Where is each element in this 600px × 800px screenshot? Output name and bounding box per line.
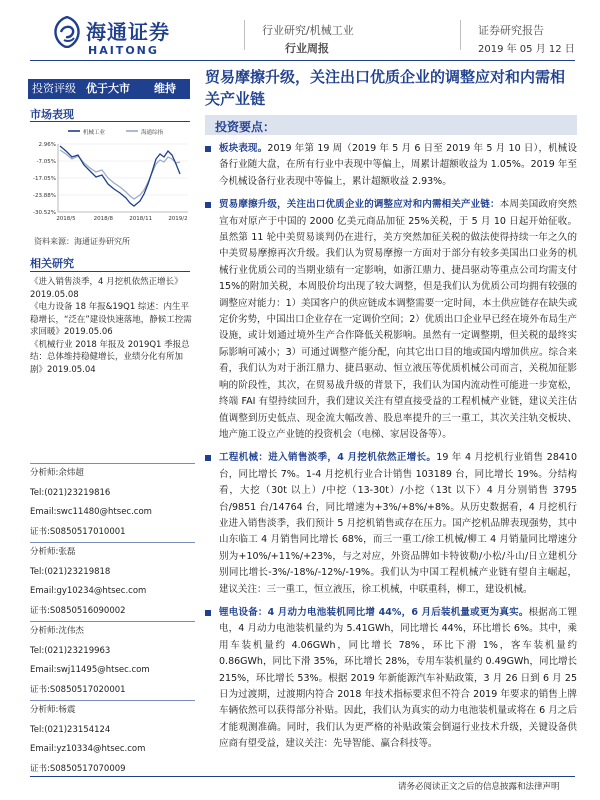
footer-rule <box>30 776 575 777</box>
analyst-email[interactable]: Email:swc11480@htsec.com <box>30 507 152 517</box>
chart-source: 资料来源：海通证券研究所 <box>34 237 130 246</box>
analyst-name: 分析师:余炜超 <box>30 468 84 478</box>
header-rule <box>30 60 575 61</box>
logo-text-cn: 海通证券 <box>86 20 170 44</box>
analyst-tel: Tel:(021)23219816 <box>30 487 111 498</box>
analyst-name: 分析师:沈伟杰 <box>30 626 84 636</box>
chart-y-axis <box>33 142 56 216</box>
key-point-text: 根据高工锂电，4 月动力电池装机量约为 5.41GWh，同比增长 44%，环比增长 6%。其中，乘用车装机量约 4.06GWh，同比增长 78%，环比下滑 1%，客车装机量约 0.86GWh，同比下滑 35%，环比增长 28%，专用车装机量约 0.49GWh，同比增长 215%，环比增长 53%。根据 2019 年新能源汽车补贴政策，3 月 26 日到 6 月 25 日为过渡期，过渡期内符合 2018 年技术指标要求但不符合 2019 年要求的销售上牌车辆依然可以获得部分补贴。因此，我们认为真实的动力电池装机量或将在 6 月之后才能观测准确。同时，我们认为更严格的补贴政策会倒逼行业技术升级，关键设备供应商有望受益，建议关注：先导智能、赢合科技等。 <box>219 606 577 750</box>
key-points-body <box>205 141 577 760</box>
analyst-tel: Tel:(021)23219963 <box>30 645 111 656</box>
x-tick-label: 2019/2 <box>168 216 188 222</box>
analyst-card <box>30 700 195 779</box>
x-tick-label: 2018/8 <box>93 216 114 222</box>
analyst-cert: 证书:S0850516090002 <box>30 605 126 616</box>
analyst-cert: 证书:S0850517070009 <box>30 763 126 774</box>
disclaimer-footer: 请务必阅读正文之后的信息披露和法律声明 <box>398 782 560 792</box>
y-tick-label: -7.05% <box>36 159 56 165</box>
key-point-heading: 工程机械：进入销售淡季，4 月挖机依然正增长。 <box>219 452 437 464</box>
key-point-paragraph <box>205 605 577 753</box>
related-research-title: 相关研究 <box>30 257 74 270</box>
bullet-square-icon <box>205 146 211 152</box>
key-point-paragraph <box>205 450 577 598</box>
industry-category: 行业研究/机械工业 <box>262 24 354 37</box>
analyst-name: 分析师:张磊 <box>30 547 76 557</box>
bullet-square-icon <box>205 610 211 616</box>
series-line-index <box>60 150 180 199</box>
chart-legend <box>68 128 164 136</box>
analyst-divider <box>30 700 195 701</box>
analyst-email[interactable]: Email:gy10234@htsec.com <box>30 586 147 596</box>
analyst-divider <box>30 621 195 622</box>
x-tick-label: 2018/11 <box>129 216 153 222</box>
series-line-machinery <box>60 146 180 206</box>
y-tick-label: -23.88% <box>33 193 56 199</box>
bullet-square-icon <box>205 202 211 208</box>
analyst-cert: 证书:S0850517020001 <box>30 684 126 695</box>
related-item[interactable]: 《机械行业 2018 年报及 2019Q1 季报总结：总体维持稳健增长，业绩分化有所加剧》2019.05.04 <box>30 339 190 375</box>
chart-grid <box>58 144 188 212</box>
analyst-cert: 证书:S0850517010001 <box>30 526 126 537</box>
analyst-email[interactable]: Email:yz10334@htsec.com <box>30 744 146 754</box>
y-tick-label: -17.05% <box>33 176 56 182</box>
analyst-divider <box>30 542 195 543</box>
y-tick-label: -30.52% <box>33 210 56 216</box>
key-point-text: 2019 年第 19 周（2019 年 5 月 6 日至 2019 年 5 月 10 日），机械设备行业随大盘，在所有行业中表现中等偏上，周累计超额收益为 1.05%。2019 年至今机械设备行业表现中等偏上，累计超额收益 2.93%。 <box>219 143 577 187</box>
legend-label: 海通综指 <box>141 130 164 136</box>
rating-label: 投资评级 <box>32 82 76 95</box>
report-kind-label: 证券研究报告 <box>478 24 544 37</box>
market-performance-chart <box>30 126 192 226</box>
report-title: 贸易摩擦升级，关注出口优质企业的调整应对和内需相关产业链 <box>205 68 566 108</box>
analyst-tel: Tel:(021)23154124 <box>30 724 111 735</box>
analyst-card <box>30 621 195 700</box>
analyst-card <box>30 542 195 621</box>
key-point-heading: 贸易摩擦升级，关注出口优质企业的调整应对和内需相关产业链： <box>219 199 500 211</box>
analyst-divider <box>30 463 195 464</box>
rating-status: 维持 <box>154 82 176 95</box>
bullet-square-icon <box>205 455 211 461</box>
related-item[interactable]: 《电力设备 18 年报&19Q1 综述：内生平稳增长，“泛在”建设快速落地，静候工控需求回暖》2019.05.06 <box>30 302 192 337</box>
rating-bar <box>28 79 190 99</box>
key-points-title: 投资要点： <box>215 120 276 134</box>
report-date: 2019 年 05 月 12 日 <box>478 44 575 55</box>
key-point-heading: 板块表现。 <box>219 143 268 154</box>
header-divider <box>460 20 461 50</box>
key-point-text: 19 年 4 月挖机行业销售 28410 台，同比增长 7%。1-4 月挖机行业合计销售 103189 台，同比增长 19%。分结构看，大挖（30t 以上）/中挖（13-30t）/小挖（13t 以下）4 月分别销售 3795 台/9851 台/14764 台，同比增速为+3%/+8%/+8%。从历史数据看，4 月挖机行业进入销售淡季，我们预计 5 月挖机销售或存在压力。国产挖机品牌表现强势，其中山东临工 4 月销售同比增长 68%，而三一重工/徐工机械/柳工 4 月销量同比增速分别为+10%/+11%/+23%，与之对应，外资品牌如卡特彼勒/小松/斗山/日立建机分别同比增长-3%/-18%/-12%/-19%。我们认为中国工程机械产业链有望自主崛起，建议关注：三一重工，恒立液压，徐工机械，中联重科，柳工，建设机械。 <box>219 452 577 595</box>
analyst-name: 分析师:杨震 <box>30 705 76 715</box>
key-point-paragraph <box>205 141 577 190</box>
analyst-tel: Tel:(021)23219818 <box>30 566 111 577</box>
y-tick-label: 2.96% <box>38 142 56 148</box>
rating-value: 优于大市 <box>86 82 130 95</box>
company-logo <box>52 14 172 60</box>
section-rule <box>30 121 190 122</box>
section-rule <box>30 271 190 272</box>
x-tick-label: 2018/5 <box>56 216 76 222</box>
legend-label: 机械工业 <box>83 130 106 136</box>
market-performance-title: 市场表现 <box>30 108 74 121</box>
header-divider <box>244 20 245 50</box>
analyst-card <box>30 463 195 542</box>
key-points-header <box>205 115 577 135</box>
related-research-list <box>30 276 195 376</box>
logo-text-en: HAITONG <box>88 44 159 57</box>
analyst-list <box>30 463 195 779</box>
key-point-text: 本周美国政府突然宣布对原产于中国的 2000 亿美元商品加征 25%关税，于 5 月 10 日起开始征收。虽然第 11 轮中美贸易谈判仍在进行，美方突然加征关税的做法使得持续一年之久的中美贸易摩擦再次升级。我们认为贸易摩擦一方面对于部分有较多美国出口业务的机械行业优质公司的当期业绩有一定影响，如浙江鼎力、捷昌驱动等重点公司均需支付 15%的附加关税，本周股价均出现了较大调整，但是我们认为优质公司均拥有较强的调整应对能力：1）美国客户的供应链成本调整需要一定时间，本土供应链存在缺失或定价劣势，中国出口企业存在一定调价空间；2）优质出口企业早已经在境外布局生产设施，或计划通过境外生产合作降低关税影响。虽然有一定调整期，但关税的最终实际影响可减小；3）可通过调整产能分配，向其它出口目的地或国内增加供应。综合来看，我们认为对于浙江鼎力、捷昌驱动、恒立液压等优质机械公司而言，关税加征影响的阶段性，其次，在贸易战升级的背景下，我们认为国内流动性可能进一步宽松，终端 FAI 有望持续回升，我们建议关注有望直接受益的工程机械产业链，建议关注估值调整到历史低点、现金流大幅改善、股息率提升的三一重工，其次关注轨交板块、地产施工设立产业链的投资机会（电梯、家居设备等）。 <box>219 199 577 440</box>
logo-emblem-icon <box>52 16 82 48</box>
key-point-heading: 锂电设备：4 月动力电池装机同比增 44%，6 月后装机量或更为真实。 <box>219 606 529 618</box>
report-type: 行业周报 <box>285 42 329 55</box>
key-point-paragraph <box>205 197 577 443</box>
analyst-email[interactable]: Email:swj11495@htsec.com <box>30 665 150 675</box>
chart-x-axis <box>56 216 187 222</box>
related-item[interactable]: 《进入销售淡季，4 月挖机依然正增长》2019.05.08 <box>30 277 183 300</box>
